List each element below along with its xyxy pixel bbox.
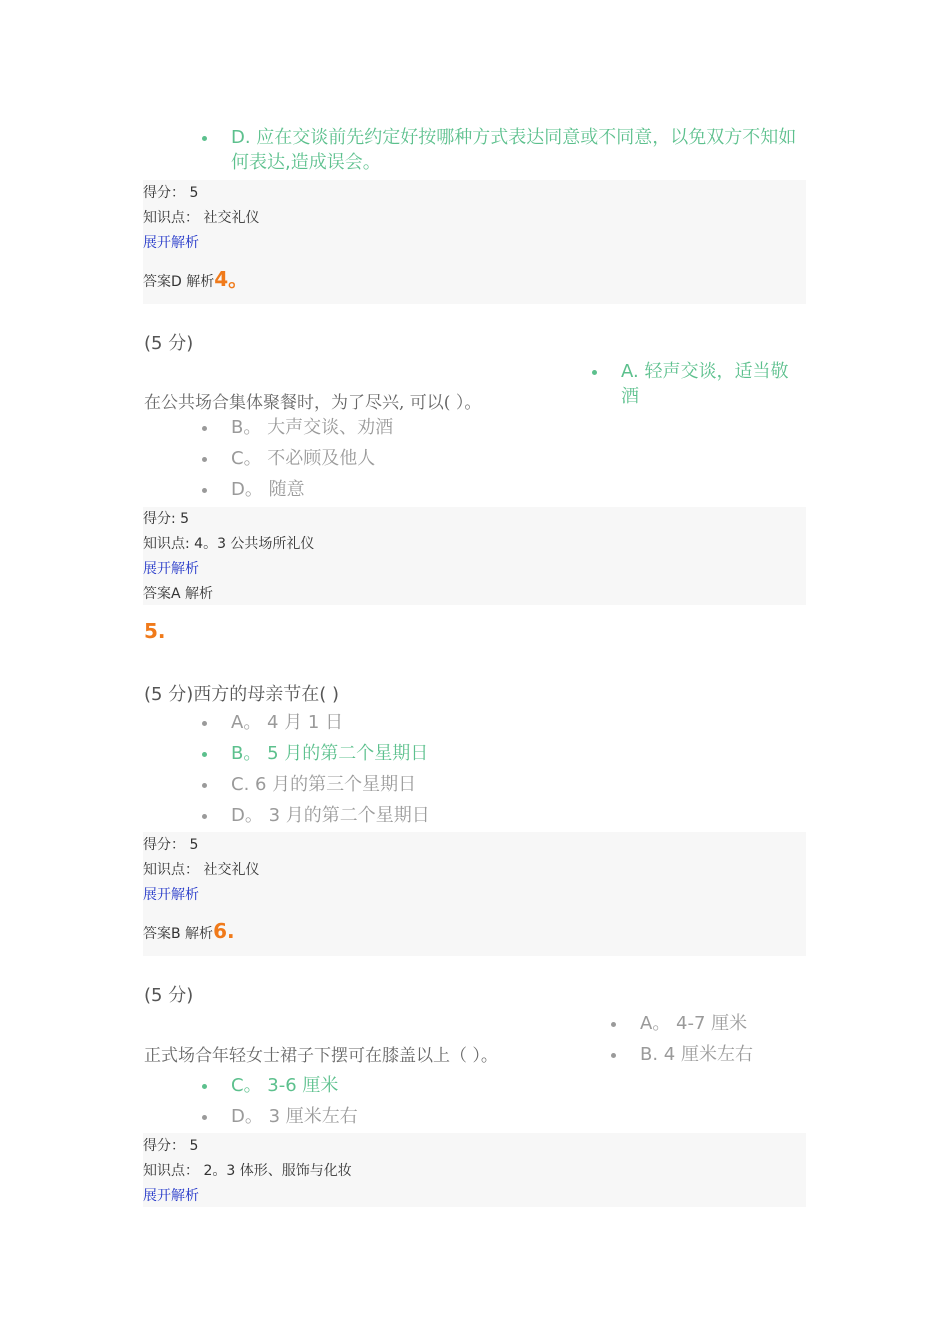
q6-option-b-text: B. 4 厘米左右 (640, 1044, 753, 1065)
q5-option-c-text: C. 6 月的第三个星期日 (231, 774, 417, 795)
question-6-number: 6. (213, 919, 235, 943)
q3-option-d-continuation (231, 150, 381, 175)
q6-topic: 知识点： 2。3 体形、服饰与化妆 (143, 1163, 352, 1179)
bullet-icon (202, 814, 207, 819)
bullet-icon (202, 1084, 207, 1089)
q6-option-d-text: D。 3 厘米左右 (231, 1106, 358, 1127)
question-5-number: 5. (144, 619, 166, 643)
bullet-icon (592, 370, 597, 375)
q4-option-d-text: D。 随意 (231, 479, 305, 500)
q4-option-a-text-cont: 酒 (621, 386, 639, 407)
q4-option-a-continuation (621, 384, 639, 409)
q3-score: 得分： 5 (143, 185, 199, 201)
q4-option-a-text: A. 轻声交谈，适当敬 (621, 361, 789, 382)
q5-option-d[interactable] (231, 803, 430, 828)
q4-option-c-text: C。 不必顾及他人 (231, 448, 376, 469)
q5-score: 得分： 5 (143, 837, 199, 853)
q5-option-a[interactable] (231, 710, 343, 735)
q6-question-text: 正式场合年轻女士裙子下摆可在膝盖以上（ ）。 (144, 1046, 498, 1066)
q4-answer: 答案A 解析 (143, 586, 214, 602)
q4-score: 得分: 5 (143, 511, 190, 527)
q4-option-c[interactable] (231, 446, 375, 471)
q3-answer-line (143, 267, 249, 291)
bullet-icon (202, 488, 207, 493)
q6-score-label: (5 分) (144, 985, 194, 1006)
q5-option-b[interactable] (231, 741, 428, 766)
q3-option-d-text-cont: 何表达,造成误会。 (231, 152, 381, 173)
q6-option-b[interactable] (640, 1042, 753, 1067)
q5-result-panel (143, 832, 806, 956)
q6-option-c-text: C。 3-6 厘米 (231, 1075, 339, 1096)
q4-option-b-text: B。 大声交谈、劝酒 (231, 417, 394, 438)
q5-expand-link[interactable]: 展开解析 (143, 887, 199, 903)
q5-answer: 答案B 解析 (143, 926, 214, 942)
q6-option-c[interactable] (231, 1073, 338, 1098)
q4-option-d[interactable] (231, 477, 305, 502)
bullet-icon (611, 1022, 616, 1027)
q6-score: 得分： 5 (143, 1138, 199, 1154)
bullet-icon (202, 457, 207, 462)
q4-option-b[interactable] (231, 415, 393, 440)
bullet-icon (202, 752, 207, 757)
q4-expand-link[interactable]: 展开解析 (143, 561, 199, 577)
q3-result-panel (143, 180, 806, 304)
bullet-icon (611, 1053, 616, 1058)
q5-option-b-text: B。 5 月的第二个星期日 (231, 743, 429, 764)
q6-result-panel (143, 1133, 806, 1207)
q5-option-a-text: A。 4 月 1 日 (231, 712, 344, 733)
q5-question-text: (5 分)西方的母亲节在( ) (144, 684, 339, 705)
q3-topic: 知识点： 社交礼仪 (143, 210, 260, 226)
q5-option-d-text: D。 3 月的第二个星期日 (231, 805, 430, 826)
q3-option-d[interactable] (231, 125, 796, 150)
q6-option-d[interactable] (231, 1104, 358, 1129)
q6-option-a[interactable] (640, 1011, 747, 1036)
q4-result-panel (143, 507, 806, 605)
q6-option-a-text: A。 4-7 厘米 (640, 1013, 748, 1034)
q3-option-d-text: D. 应在交谈前先约定好按哪种方式表达同意或不同意，以免双方不知如 (231, 127, 797, 148)
q3-expand-link[interactable]: 展开解析 (143, 235, 199, 251)
q4-topic: 知识点: 4。3 公共场所礼仪 (143, 536, 315, 552)
q4-question-text: 在公共场合集体聚餐时，为了尽兴, 可以( ）。 (144, 393, 482, 413)
q6-expand-link[interactable]: 展开解析 (143, 1188, 199, 1204)
question-4-number: 4。 (214, 267, 249, 291)
bullet-icon (202, 136, 207, 141)
bullet-icon (202, 721, 207, 726)
q5-answer-line (143, 919, 235, 943)
bullet-icon (202, 783, 207, 788)
q5-topic: 知识点： 社交礼仪 (143, 862, 260, 878)
q5-option-c[interactable] (231, 772, 416, 797)
bullet-icon (202, 426, 207, 431)
q3-answer: 答案D 解析 (143, 274, 215, 290)
q4-score-label: (5 分) (144, 333, 194, 354)
q4-option-a[interactable] (621, 359, 788, 384)
bullet-icon (202, 1115, 207, 1120)
